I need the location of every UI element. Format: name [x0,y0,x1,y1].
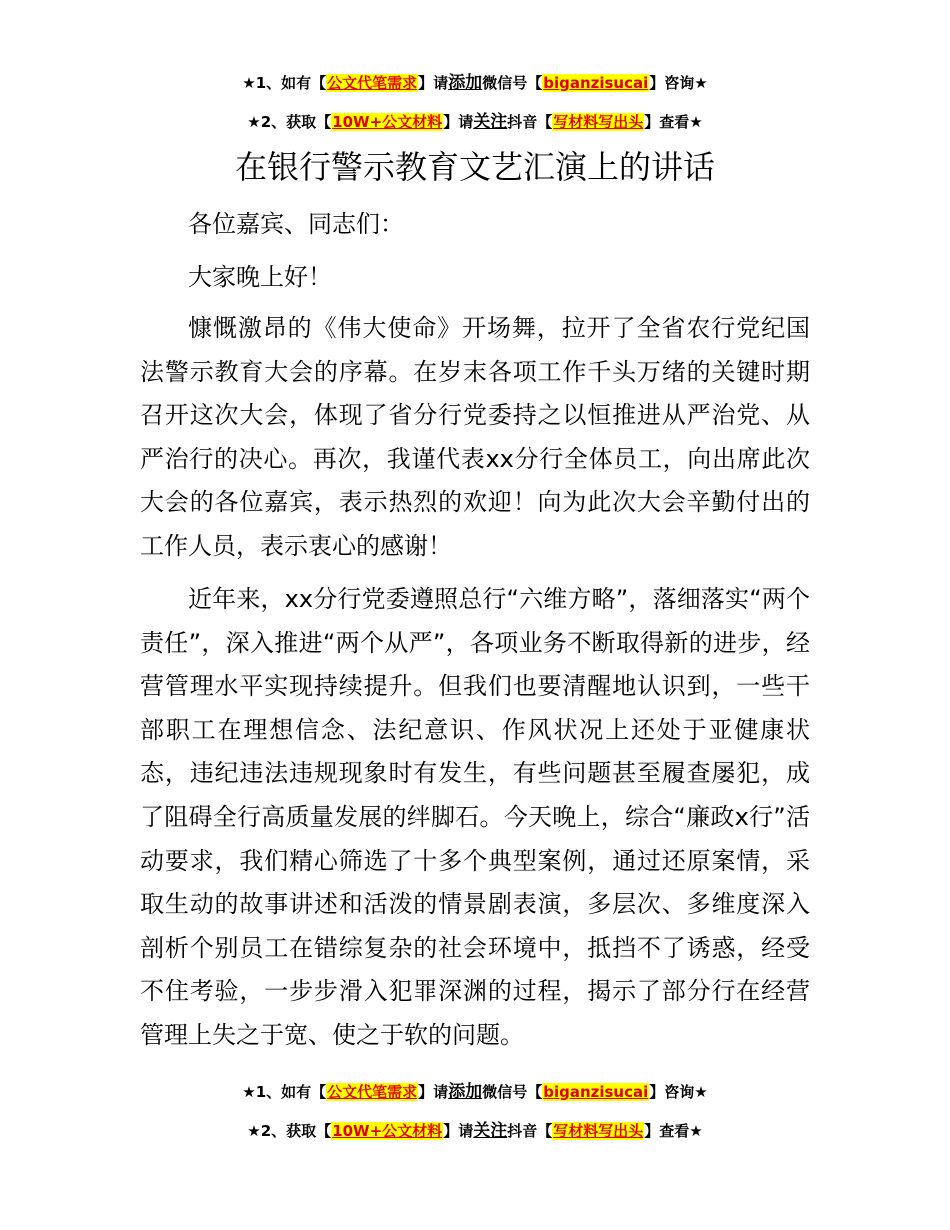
promo-banner-bottom-2 [0,1116,950,1141]
star-icon: ★ [247,113,261,131]
banner-text: 】咨询 [649,74,695,92]
paragraph-body: 近年来，xx分行党委遵照总行“六维方略”，落细落实“两个责任”，深入推进“两个从严”，各项业务不断取得新的进步，经营管理水平实现持续提升。但我们也要清醒地认识到，一些干部职工在理想信念、法纪意识、作风状况上还处于亚健康状态，违纪违法违规现象时有发生，有些问题甚至履查屡犯，成了阻碍全行高质量发展的绊脚石。今天晚上，综合“廉政x行”活动要求，我们精心筛选了十多个典型案例，通过还原案情，采取生动的故事讲述和活泼的情景剧表演，多层次、多维度深入剖析个别员工在错综复杂的社会环境中，抵挡不了诱惑，经受不住考验，一步步滑入犯罪深渊的过程，揭示了部分行在经营管理上失之于宽、使之于软的问题。 [140,585,810,1049]
star-icon: ★ [694,1083,708,1101]
banner-text: 2、获取【 [260,1122,332,1140]
underlined-text: 关注 [473,1121,508,1141]
star-icon: ★ [247,1122,261,1140]
banner-text: 微信号【 [482,74,543,92]
banner-text: 1、如有【 [255,1083,327,1101]
highlight-text: 公文代笔需求 [327,74,418,92]
banner-text: 】咨询 [649,1083,695,1101]
douyin-account: 写材料写出头 [553,113,644,131]
banner-text: 】请 [418,74,449,92]
banner-text: 】查看 [644,1122,690,1140]
banner-text: 微信号【 [482,1083,543,1101]
star-icon: ★ [694,74,708,92]
star-icon: ★ [242,1083,256,1101]
greeting: 大家晚上好！ [188,263,332,291]
banner-text: 】请 [443,113,474,131]
promo-banner-bottom-1 [0,1077,950,1102]
banner-text: 】请 [418,1083,449,1101]
banner-text: 抖音【 [507,1122,553,1140]
underlined-text: 添加 [448,1082,483,1102]
wechat-id: biganzisucai [543,1083,649,1101]
document-title: 在银行警示教育文艺汇演上的讲话 [234,148,715,186]
banner-text: 】查看 [644,113,690,131]
promo-banner-top-2 [0,107,950,132]
star-icon: ★ [242,74,256,92]
underlined-text: 关注 [473,112,508,132]
highlight-text: 公文代笔需求 [327,1083,418,1101]
banner-text: 】请 [443,1122,474,1140]
highlight-text: 10W+公文材料 [332,113,443,131]
star-icon: ★ [689,1122,703,1140]
douyin-account: 写材料写出头 [553,1122,644,1140]
banner-text: 抖音【 [507,113,553,131]
wechat-id: biganzisucai [543,74,649,92]
salutation: 各位嘉宾、同志们： [188,210,404,238]
banner-text: 2、获取【 [260,113,332,131]
banner-text: 1、如有【 [255,74,327,92]
star-icon: ★ [689,113,703,131]
highlight-text: 10W+公文材料 [332,1122,443,1140]
paragraph-opening: 慷慨激昂的《伟大使命》开场舞，拉开了全省农行党纪国法警示教育大会的序幕。在岁末各项工作千头万绪的关键时期召开这次大会，体现了省分行党委持之以恒推进从严治党、从严治行的决心。再次，我谨代表xx分行全体员工，向出席此次大会的各位嘉宾，表示热烈的欢迎！向为此次大会辛勤付出的工作人员，表示衷心的感谢！ [140,314,810,560]
underlined-text: 添加 [448,73,483,93]
promo-banner-top-1 [0,68,950,93]
